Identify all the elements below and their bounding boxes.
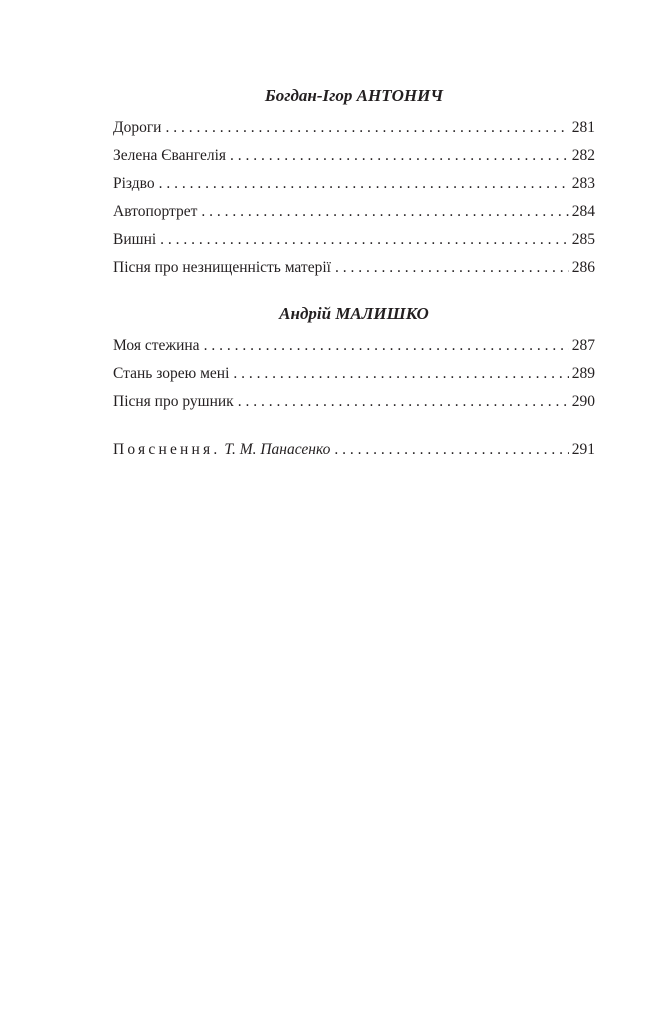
section-malyshko [113, 302, 595, 416]
toc-entry-title: Дороги [113, 119, 162, 136]
table-of-contents-page [113, 84, 595, 464]
dot-leader [165, 114, 568, 142]
dot-leader [201, 198, 568, 226]
toc-list [113, 114, 595, 282]
toc-entry[interactable] [113, 114, 595, 142]
dot-leader [233, 360, 568, 388]
toc-entry[interactable] [113, 226, 595, 254]
toc-entry-page: 285 [571, 231, 595, 248]
toc-entry[interactable] [113, 198, 595, 226]
section-heading [113, 302, 595, 326]
toc-entry-page: 289 [571, 365, 595, 382]
toc-entry-page: 284 [571, 203, 595, 220]
author-surname: АНТОНИЧ [356, 86, 444, 105]
toc-entry-page: 291 [571, 441, 595, 458]
toc-entry[interactable] [113, 360, 595, 388]
toc-entry-title: Моя стежина [113, 337, 200, 354]
author-first-name: Андрій [279, 304, 332, 323]
notes-label: Пояснення. [113, 441, 221, 458]
toc-entry-title: Різдво [113, 175, 155, 192]
toc-entry[interactable] [113, 142, 595, 170]
toc-entry-notes[interactable] [113, 436, 595, 464]
toc-entry-page: 282 [571, 147, 595, 164]
toc-entry-title: Автопортрет [113, 203, 198, 220]
toc-entry[interactable] [113, 332, 595, 360]
dot-leader [238, 388, 569, 416]
toc-entry-page: 286 [571, 259, 595, 276]
dot-leader [160, 226, 569, 254]
dot-leader [159, 170, 569, 198]
author-surname: МАЛИШКО [335, 304, 429, 323]
toc-entry-page: 287 [571, 337, 595, 354]
dot-leader [335, 254, 569, 282]
toc-entry-page: 290 [571, 393, 595, 410]
toc-entry[interactable] [113, 388, 595, 416]
toc-entry-title: Зелена Євангелія [113, 147, 227, 164]
toc-entry-title: Стань зорею мені [113, 365, 230, 382]
toc-entry-title: Вишні [113, 231, 157, 248]
toc-list [113, 332, 595, 416]
dot-leader [204, 332, 569, 360]
dot-leader [334, 436, 568, 464]
author-first-name: Богдан-Ігор [264, 86, 353, 105]
section-heading [113, 84, 595, 108]
toc-entry[interactable] [113, 254, 595, 282]
section-antonych [113, 84, 595, 282]
dot-leader [230, 142, 569, 170]
section-notes [113, 436, 595, 464]
toc-entry-title: Пісня про рушник [113, 393, 234, 410]
toc-entry-title [113, 436, 334, 464]
notes-author: Т. М. Панасенко [224, 441, 331, 458]
toc-entry-title: Пісня про незнищенність матерії [113, 259, 331, 276]
toc-entry-page: 281 [571, 119, 595, 136]
toc-entry-page: 283 [571, 175, 595, 192]
toc-entry[interactable] [113, 170, 595, 198]
